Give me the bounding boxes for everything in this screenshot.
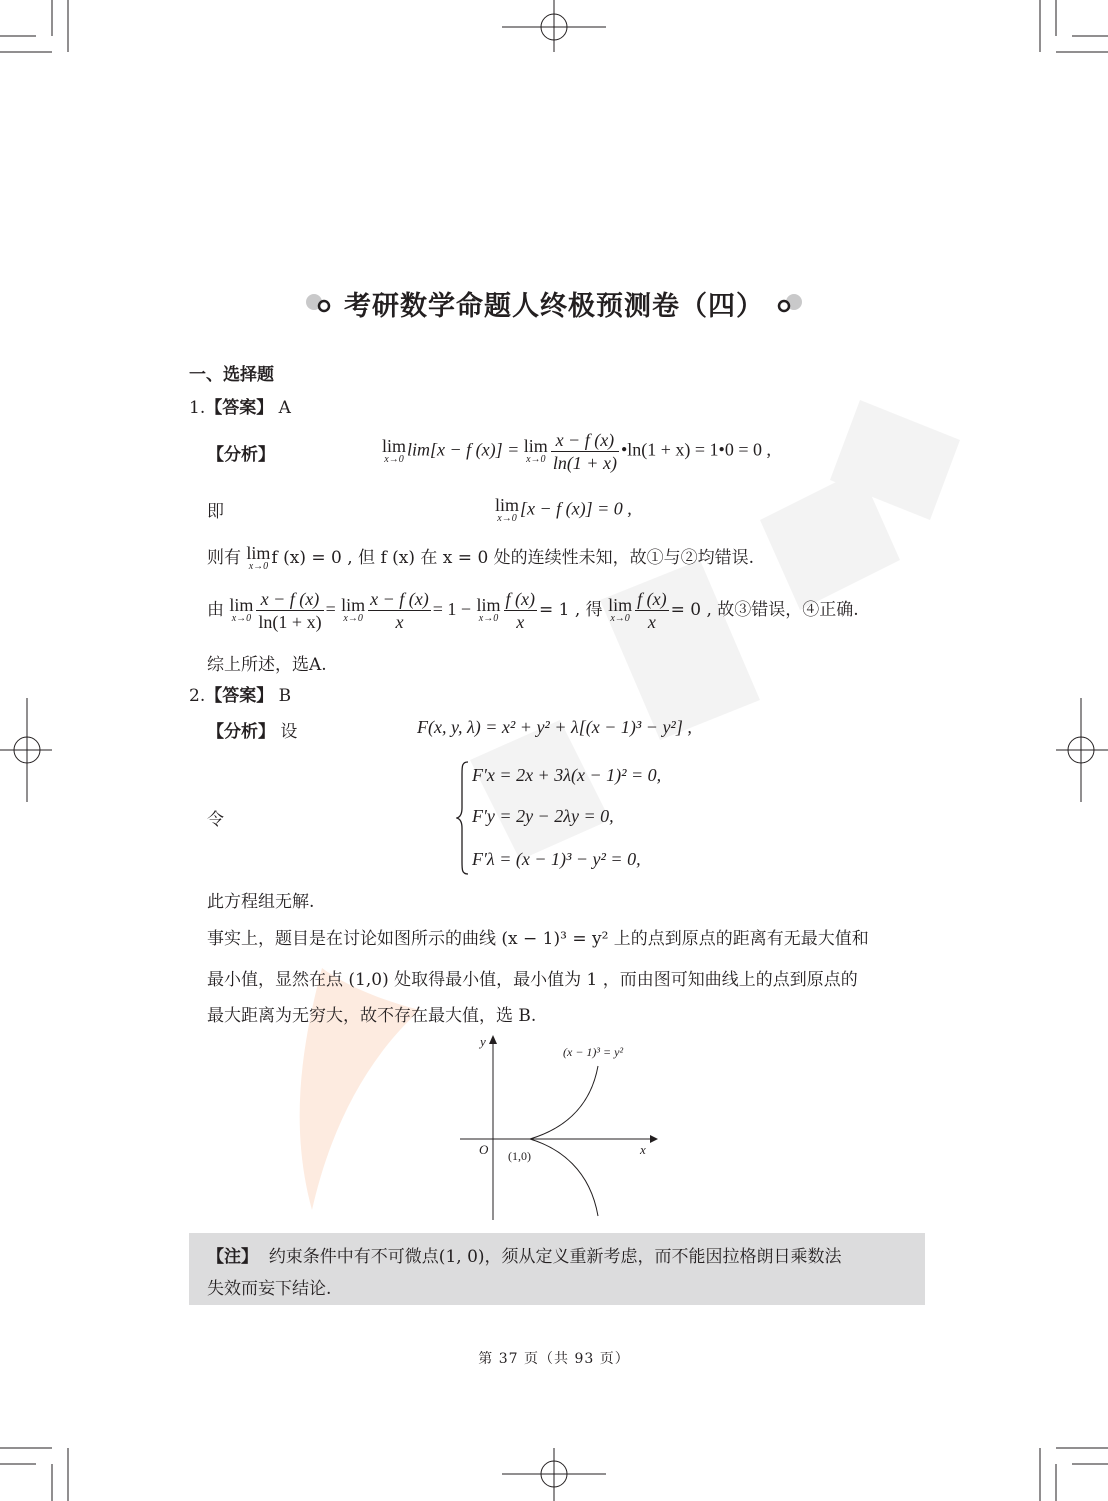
q2-answer-line	[189, 681, 291, 706]
page-title	[0, 284, 1108, 323]
q2-paragraph-1: 事实上，题目是在讨论如图所示的曲线 (x − 1)³ = y² 上的点到原点的距离有无最大值和	[207, 929, 869, 949]
q2-no-solution: 此方程组无解.	[207, 892, 315, 912]
eq1-lhs: lim[x − f (x)] =	[407, 439, 520, 460]
eq1-fraction: $\frac{x - f (x)}{\ln(1 + x)}$	[552, 430, 617, 473]
lim-operator: lim x→0	[229, 595, 254, 624]
q2-analysis-line: 【分析】 设	[207, 722, 298, 742]
q1-answer-tag: 【答案】	[205, 398, 274, 418]
q2-analysis-tag: 【分析】	[207, 722, 275, 742]
page-number: 第 37 页（共 93 页）	[478, 1351, 630, 1367]
q1-equation-2: lim x→0 [x − f (x)] = 0 ,	[495, 495, 632, 524]
curve-graph	[450, 1030, 670, 1225]
q1-answer: A	[278, 398, 291, 418]
system-eq-1: F′x = 2x + 3λ(x − 1)² = 0,	[472, 765, 662, 785]
q1-analysis-tag: 【分析】	[207, 445, 275, 465]
lim-operator: lim x→0	[382, 436, 407, 465]
title-text: 考研数学命题人终极预测卷（四）	[344, 291, 764, 322]
q2-number: 2.	[189, 686, 206, 706]
lim-operator: lim x→0	[608, 595, 633, 624]
x-axis-label: x	[640, 1142, 646, 1157]
system-brace	[456, 760, 470, 876]
point-label: (1,0)	[508, 1149, 531, 1163]
note-tag: 【注】	[207, 1247, 258, 1267]
line4-fraction-2: $\frac{x - f (x)}{x}$	[370, 589, 429, 632]
lim-operator: lim x→0	[523, 436, 548, 465]
lim-operator: lim x→0	[246, 543, 271, 572]
q2-answer: B	[278, 686, 292, 706]
q1-line-4: 由 lim x→0 $\frac{x - f (x)}{\ln(1 + x)}$ = lim x→0 $\frac{x - f (x)}{x}$ = 1 − lim x→0 $\frac{f (x)}{x}$ = 1 , 得 lim x→0 $\frac{f (x)}{x}$ = 0 , 故③错误，④正确.	[207, 589, 859, 632]
q1-line-3: 则有 lim x→0 f (x) = 0 , 但 f (x) 在 x = 0 处的连续性未知，故①与②均错误.	[207, 543, 755, 572]
lim-operator: lim x→0	[476, 595, 501, 624]
line4-fraction-4: $\frac{f (x)}{x}$	[637, 589, 667, 632]
system-eq-3: F′λ = (x − 1)³ − y² = 0,	[472, 849, 641, 869]
y-axis-label: y	[480, 1034, 486, 1049]
title-ornament-right	[774, 293, 804, 315]
q2-ling: 令	[207, 810, 224, 830]
note-box	[189, 1233, 925, 1305]
q2-paragraph-2: 最小值，显然在点 (1,0) 处取得最小值，最小值为 1 ，而由图可知曲线上的点到原点的	[207, 970, 858, 990]
q1-answer-line	[189, 393, 291, 418]
q1-summary: 综上所述，选A.	[207, 655, 327, 675]
note-line-1: 【注】 约束条件中有不可微点(1, 0)，须从定义重新考虑，而不能因拉格朗日乘数法	[207, 1247, 842, 1267]
line4-fraction-3: $\frac{f (x)}{x}$	[505, 589, 535, 632]
q1-number: 1.	[189, 398, 206, 418]
eq1-rhs: •ln(1 + x) = 1•0 = 0 ,	[620, 439, 771, 460]
x-axis-arrow	[650, 1135, 658, 1143]
curve-label: (x − 1)³ = y²	[563, 1045, 624, 1059]
q2-answer-tag: 【答案】	[205, 686, 274, 706]
lim-operator: lim x→0	[495, 495, 520, 524]
title-ornament-left	[304, 293, 334, 315]
q1-equation-1	[382, 430, 771, 473]
origin-label: O	[479, 1142, 489, 1157]
curve-lower-branch	[530, 1139, 598, 1216]
section-heading: 一、选择题	[189, 365, 274, 385]
curve-upper-branch	[530, 1066, 598, 1139]
lim-operator: lim x→0	[341, 595, 366, 624]
q1-ji: 即	[207, 502, 224, 522]
y-axis-arrow	[489, 1035, 497, 1044]
system-eq-2: F′y = 2y − 2λy = 0,	[472, 806, 614, 826]
q2-paragraph-3: 最大距离为无穷大，故不存在最大值，选 B.	[207, 1006, 537, 1026]
note-line-2: 失效而妄下结论.	[207, 1279, 332, 1299]
line4-fraction-1: $\frac{x - f (x)}{\ln(1 + x)}$	[258, 589, 322, 632]
q2-function: F(x, y, λ) = x² + y² + λ[(x − 1)³ − y²] ,	[417, 717, 692, 737]
